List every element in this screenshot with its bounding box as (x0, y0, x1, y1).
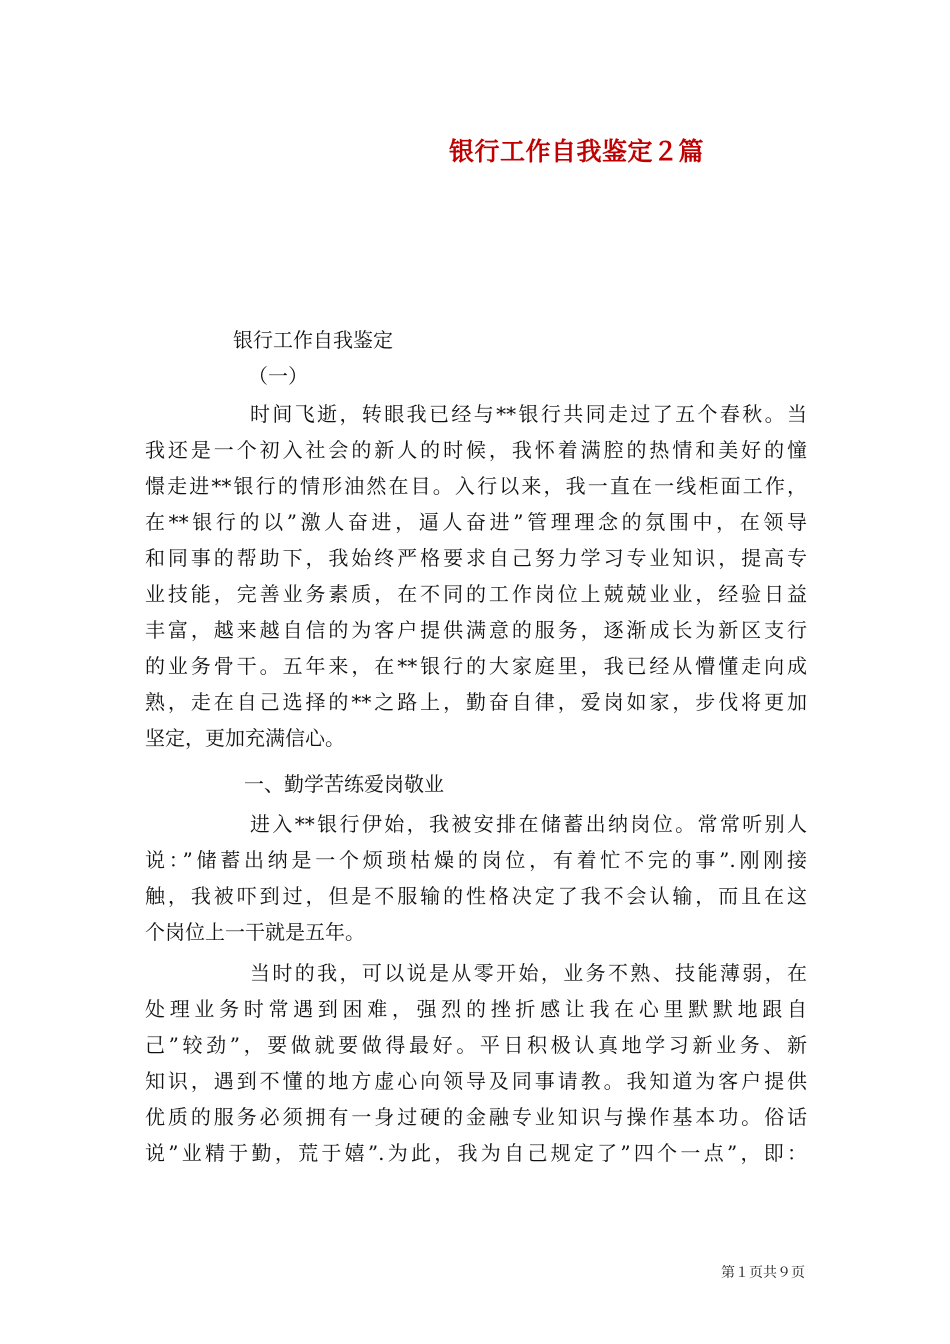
page-footer: 第１页共９页 (721, 1265, 805, 1281)
paragraph-line: 说”业精于勤，荒于嬉”.为此，我为自己规定了”四个一点”，即： (145, 1141, 807, 1165)
paragraph-line: 知识，遇到不懂的地方虚心向领导及同事请教。我知道为客户提供 (145, 1069, 807, 1093)
paragraph-line: 时间飞逝，转眼我已经与**银行共同走过了五个春秋。当 (250, 402, 807, 426)
paragraph-line: 丰富，越来越自信的为客户提供满意的服务，逐渐成长为新区支行 (145, 618, 807, 642)
subtitle: （一） (248, 364, 308, 388)
paragraph-line: 业技能，完善业务素质，在不同的工作岗位上兢兢业业，经验日益 (145, 582, 807, 606)
paragraph-line: 触，我被吓到过，但是不服输的性格决定了我不会认输，而且在这 (145, 884, 807, 908)
paragraph-line: 熟，走在自己选择的**之路上，勤奋自律，爱岗如家，步伐将更加 (145, 690, 807, 714)
document-title: 银行工作自我鉴定２篇 (448, 137, 704, 166)
paragraph-line: 憬走进**银行的情形油然在目。入行以来，我一直在一线柜面工作， (145, 474, 807, 498)
paragraph-line: 和同事的帮助下，我始终严格要求自己努力学习专业知识，提高专 (145, 546, 807, 570)
paragraph-line: 优质的服务必须拥有一身过硬的金融专业知识与操作基本功。俗话 (145, 1105, 807, 1129)
paragraph-line: 我还是一个初入社会的新人的时候，我怀着满腔的热情和美好的憧 (145, 438, 807, 462)
paragraph-line: 处理业务时常遇到困难，强烈的挫折感让我在心里默默地跟自 (145, 997, 807, 1021)
paragraph-line: 坚定，更加充满信心。 (145, 726, 345, 750)
paragraph-line: 说：”储蓄出纳是一个烦琐枯燥的岗位，有着忙不完的事”.刚刚接 (145, 848, 807, 872)
paragraph-line: 的业务骨干。五年来，在**银行的大家庭里，我已经从懵懂走向成 (145, 654, 807, 678)
paragraph-line: 进入**银行伊始，我被安排在储蓄出纳岗位。常常听别人 (250, 812, 807, 836)
paragraph-line: 己”较劲”，要做就要做得最好。平日积极认真地学习新业务、新 (145, 1033, 807, 1057)
paragraph-line: 个岗位上一干就是五年。 (145, 920, 365, 944)
paragraph-line: 当时的我，可以说是从零开始，业务不熟、技能薄弱，在 (250, 961, 807, 985)
section-heading: 一、勤学苦练爱岗敬业 (244, 772, 444, 796)
paragraph-line: 在**银行的以”激人奋进，逼人奋进”管理理念的氛围中，在领导 (145, 510, 807, 534)
section-title: 银行工作自我鉴定 (233, 328, 393, 352)
